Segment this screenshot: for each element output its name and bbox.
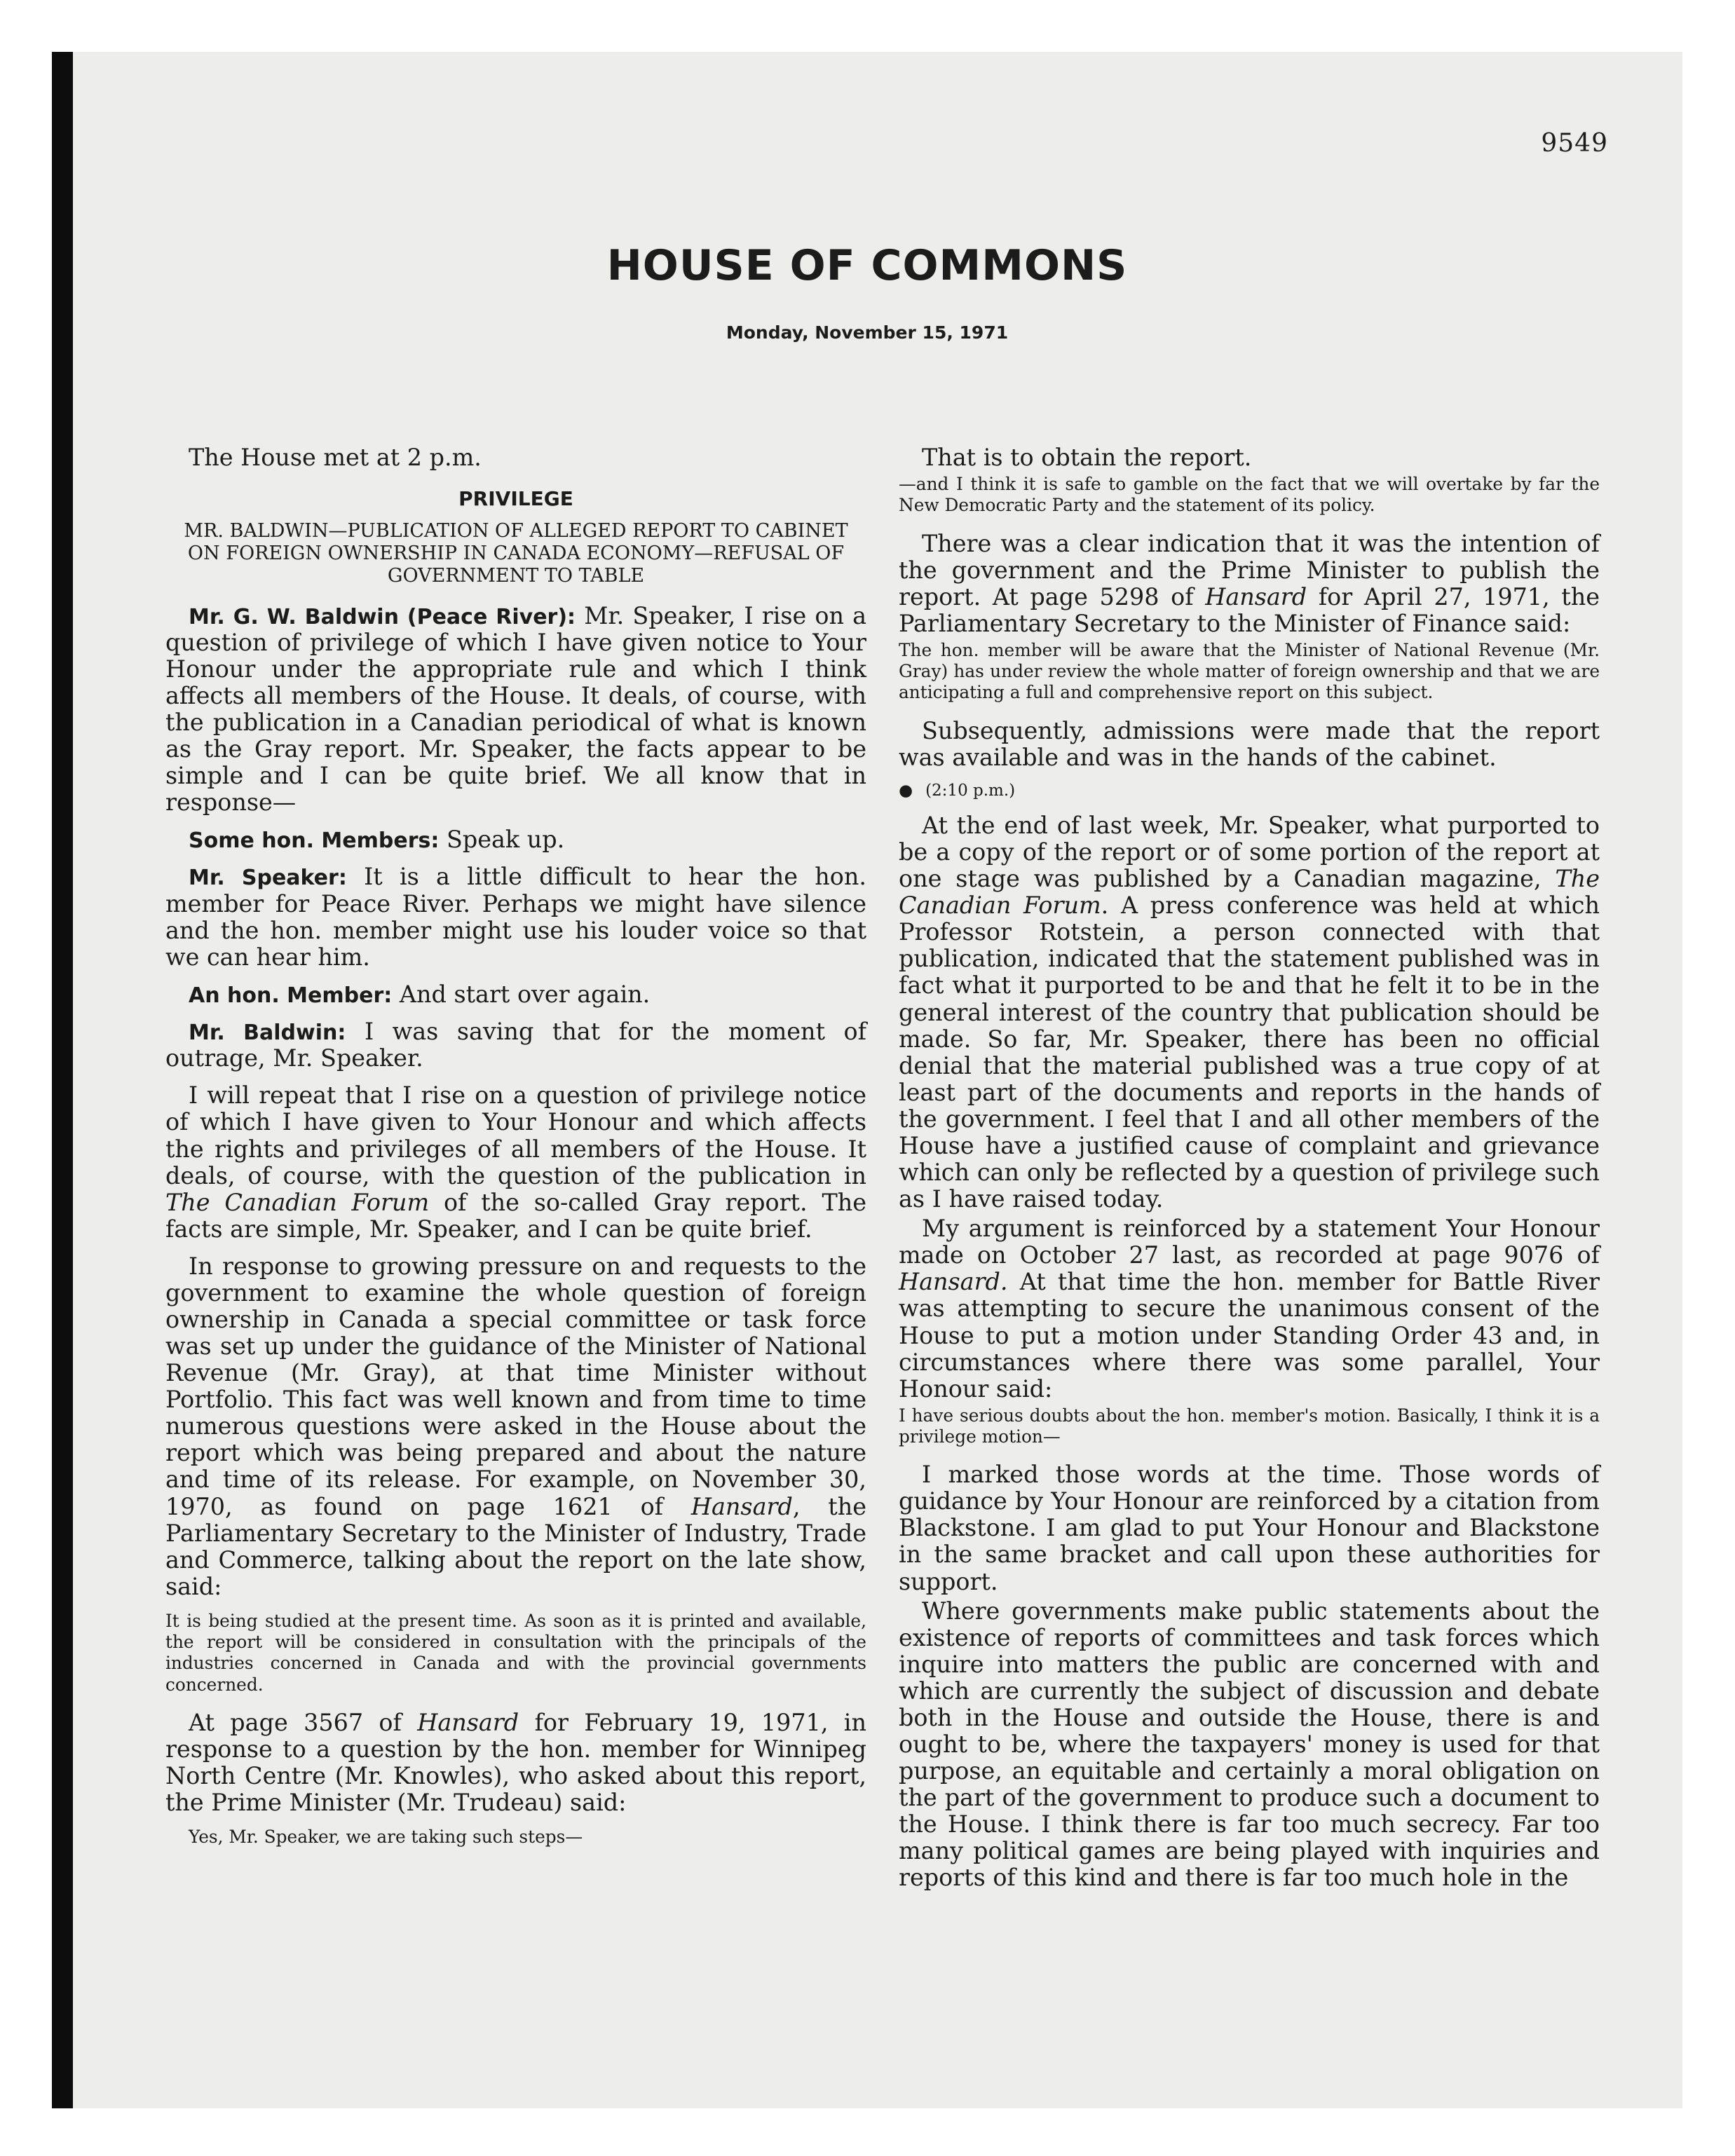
body-paragraph	[165, 1082, 866, 1242]
text-run: , the Parliamentary Secretary to the Minister of Industry, Trade and Commerce, talking about the report on the late show, said:	[165, 1492, 866, 1600]
text-run: At the end of last week, Mr. Speaker, what purported to be a copy of the report or of some portion of the report at one stage was published by a Canadian magazine,	[899, 812, 1600, 893]
page-title: HOUSE OF COMMONS	[606, 241, 1128, 290]
bullet-icon: ●	[899, 781, 913, 800]
speech-text: Speak up.	[447, 826, 565, 854]
body-paragraph: That is to obtain the report.	[922, 444, 1252, 471]
sub-heading: MR. BALDWIN—PUBLICATION OF ALLEGED REPORT TO CABINET ON FOREIGN OWNERSHIP IN CANADA ECONOMY—REFUSAL OF GOVERNMENT TO TABLE	[184, 519, 848, 587]
block-quote: Yes, Mr. Speaker, we are taking such steps—	[189, 1827, 583, 1848]
body-paragraph: I marked those words at the time. Those words of guidance by Your Honour are reinforced by a citation from Blackstone. I am glad to put Your Honour and Blackstone in the same bracket and call upon these authorities for support.	[899, 1461, 1600, 1595]
text-run: . A press conference was held at which Professor Rotstein, a person connected with that publication, indicated that the statement published was in fact what it purported to be and that he felt it to be in the general interest of the country that publication should be made. So far, Mr. Speaker, there has been no official denial that the material published was a true copy of at least part of the documents and reports in the hands of the government. I feel that I and all other members of the House have a justified cause of complaint and grievance which can only be reflected by a question of privilege such as I have raised today.	[899, 892, 1600, 1213]
publication-title: Hansard.	[899, 1268, 1008, 1296]
sitting-date: Monday, November 15, 1971	[726, 322, 1009, 343]
speaker-name: Mr. G. W. Baldwin (Peace River):	[189, 604, 576, 629]
speech-paragraph	[165, 826, 866, 853]
text-run: In response to growing pressure on and requests to the government to examine the whole question of foreign ownership in Canada a special committee or task force was set up under the guidance of the Minister of National Revenue (Mr. Gray), at that time Minister without Portfolio. This fact was well known and from time to time numerous questions were asked in the House about the report which was being prepared and about the nature and time of its release. For example, on November 30, 1970, as found on page 1621 of	[165, 1252, 866, 1520]
body-paragraph	[165, 1710, 866, 1816]
publication-title: Hansard	[690, 1492, 793, 1520]
speaker-name: Mr. Baldwin:	[189, 1021, 346, 1046]
speaker-name: Some hon. Members:	[189, 828, 440, 854]
speaker-name: An hon. Member:	[189, 983, 393, 1008]
body-paragraph	[899, 531, 1600, 637]
body-paragraph: Where governments make public statements about the existence of reports of committees and task forces which inquire into matters the public are concerned with and which are currently the subject of discussion and debate both in the House and outside the House, there is and ought to be, where the taxpayers' money is used for that purpose, an equitable and certainly a moral obligation on the part of the government to produce such a document to the House. I think there is far too much secrecy. Far too many political games are being played with inquiries and reports of this kind and there is far too much hole in the	[899, 1597, 1600, 1892]
time-stamp-text: (2:10 p.m.)	[925, 781, 1016, 800]
speech-text: I was saving that for the moment of outrage, Mr. Speaker.	[165, 1018, 866, 1072]
body-paragraph: Subsequently, admissions were made that the report was available and was in the hands of the cabinet.	[899, 716, 1600, 771]
text-run: At that time the hon. member for Battle River was attempting to secure the unanimous consent of the House to put a motion under Standing Order 43 and, in circumstances where there was some parallel, Your Honour said:	[899, 1268, 1600, 1403]
section-heading: PRIVILEGE	[458, 487, 573, 511]
speech-paragraph	[165, 603, 866, 817]
speech-text: It is a little difficult to hear the hon. member for Peace River. Perhaps we might have silence and the hon. member might use his louder voice so that we can hear him.	[165, 863, 866, 971]
scan-edge-bar	[52, 52, 73, 2108]
block-quote: The hon. member will be aware that the Minister of National Revenue (Mr. Gray) has under review the whole matter of foreign ownership and that we are anticipating a full and comprehensive report on this subject.	[899, 639, 1600, 703]
publication-title: Hansard	[1205, 582, 1307, 610]
publication-title: The Canadian Forum	[165, 1188, 430, 1216]
block-quote: It is being studied at the present time. As soon as it is printed and available, the report will be considered in consultation with the principals of the industries concerned in Canada and with the provincial governments concerned.	[165, 1610, 866, 1695]
text-run: There was a clear indication that it was the intention of the government and the Prime Minister to publish the report. At page 5298 of	[899, 529, 1600, 610]
block-quote: —and I think it is safe to gamble on the fact that we will overtake by far the New Democratic Party and the statement of its policy.	[899, 474, 1600, 516]
left-column	[165, 444, 866, 1862]
speech-text: Mr. Speaker, I rise on a question of privilege of which I have given notice to Your Honour under the appropriate rule and which I think affects all members of the House. It deals, of course, with the publication in a Canadian periodical of what is known as the Gray report. Mr. Speaker, the facts appear to be simple and I can be quite brief. We all know that in response—	[165, 601, 866, 817]
opening-paragraph: The House met at 2 p.m.	[189, 444, 482, 471]
publication-title: The Canadian Forum	[899, 865, 1600, 920]
speech-paragraph	[165, 864, 866, 970]
page-number: 9549	[1541, 129, 1608, 158]
speaker-name: Mr. Speaker:	[189, 866, 347, 891]
speech-paragraph	[165, 1018, 866, 1072]
publication-title: Hansard	[417, 1708, 519, 1736]
speech-paragraph	[165, 981, 866, 1008]
body-paragraph	[899, 1215, 1600, 1403]
text-run: for April 27, 1971, the Parliamentary Secretary to the Minister of Finance said:	[899, 582, 1600, 637]
text-run: My argument is reinforced by a statement Your Honour made on October 27 last, as recorded at page 9076 of	[899, 1215, 1600, 1269]
speech-text: And start over again.	[399, 980, 651, 1008]
text-run: of the so-called Gray report. The facts are simple, Mr. Speaker, and I can be quite brief.	[165, 1188, 866, 1243]
text-run: I will repeat that I rise on a question of privilege notice of which I have given to Your Honour and which affects the rights and privileges of all members of the House. It deals, of course, with the question of the publication in	[165, 1082, 866, 1189]
body-paragraph	[165, 1253, 866, 1600]
scanned-page	[52, 52, 1682, 2108]
time-stamp	[899, 782, 1600, 800]
right-column	[899, 444, 1600, 1902]
text-run: for February 19, 1971, in response to a question by the hon. member for Winnipeg North Centre (Mr. Knowles), who asked about this report, the Prime Minister (Mr. Trudeau) said:	[165, 1708, 866, 1817]
body-paragraph	[899, 812, 1600, 1213]
text-run: At page 3567 of	[189, 1708, 402, 1736]
block-quote: I have serious doubts about the hon. member's motion. Basically, I think it is a privilege motion—	[899, 1405, 1600, 1447]
